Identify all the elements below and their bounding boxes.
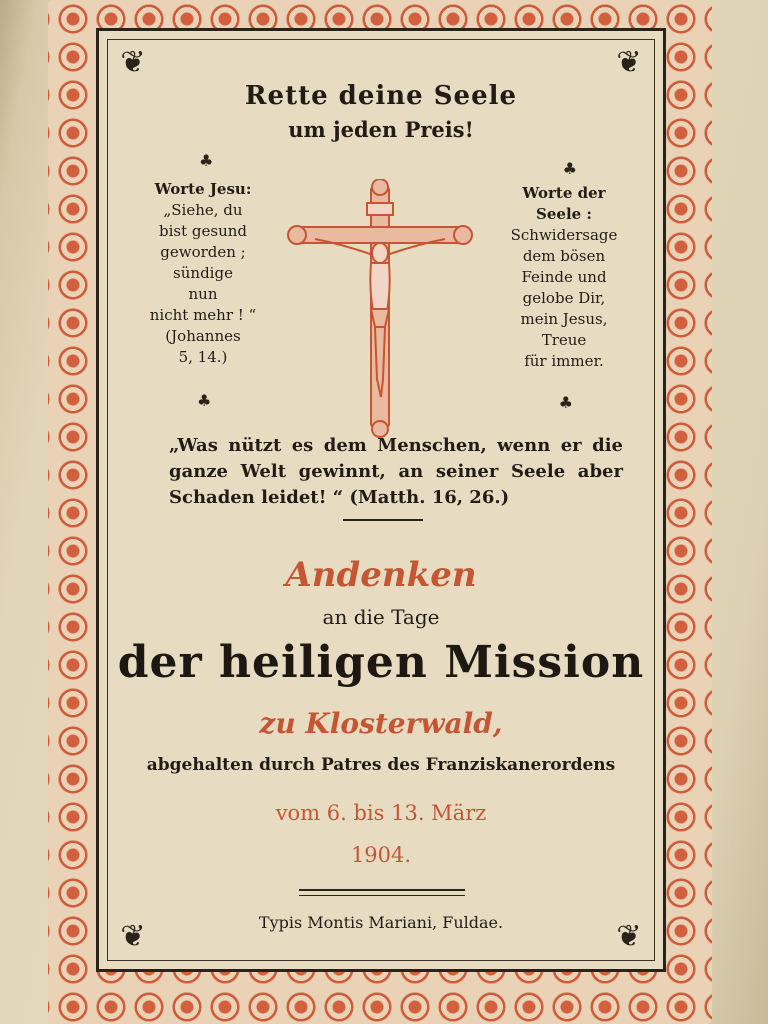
left-line: 5, 14.) bbox=[178, 348, 228, 366]
right-line: Feinde und bbox=[521, 268, 607, 286]
year-text: 1904. bbox=[350, 843, 412, 867]
andenken-heading: Andenken bbox=[285, 555, 477, 595]
held-by-text: abgehalten durch Patres des Franziskanerordens bbox=[146, 755, 616, 775]
words-of-jesus bbox=[133, 179, 273, 368]
corner-ornament-icon: ❦ bbox=[120, 919, 146, 954]
clover-leaf-icon: ♣ bbox=[197, 391, 212, 410]
right-heading: Seele : bbox=[536, 205, 592, 223]
mission-heading: der heiligen Mission bbox=[117, 637, 645, 688]
left-line: geworden ; bbox=[160, 243, 246, 261]
left-heading: Worte Jesu: bbox=[154, 180, 252, 198]
clover-leaf-icon: ♣ bbox=[558, 393, 573, 412]
right-line: Schwidersage bbox=[510, 226, 618, 244]
words-of-the-soul bbox=[499, 183, 629, 372]
right-line: dem bösen bbox=[522, 247, 606, 265]
card-frame bbox=[96, 28, 666, 972]
left-line: „Siehe, du bbox=[163, 201, 243, 219]
left-line: sündige bbox=[173, 264, 233, 282]
clover-leaf-icon: ♣ bbox=[199, 151, 214, 170]
location-text: zu Klosterwald, bbox=[259, 707, 503, 740]
right-line: für immer. bbox=[524, 352, 604, 370]
right-line: mein Jesus, bbox=[520, 310, 608, 328]
clover-leaf-icon: ♣ bbox=[562, 159, 577, 178]
right-line: Treue bbox=[541, 331, 587, 349]
divider bbox=[343, 519, 423, 521]
corner-ornament-icon: ❦ bbox=[120, 45, 146, 80]
title-line-1: Rette deine Seele bbox=[244, 81, 518, 111]
right-heading: Worte der bbox=[522, 184, 606, 202]
scripture-quote: „Was nützt es dem Menschen, wenn er die ganze Welt gewinnt, an seiner Seele aber Schaden leidet! “ (Matth. 16, 26.) bbox=[169, 435, 623, 508]
crucifix-icon bbox=[285, 179, 475, 439]
title-line-2: um jeden Preis! bbox=[288, 117, 474, 142]
left-line: bist gesund bbox=[159, 222, 247, 240]
an-die-tage-text: an die Tage bbox=[322, 605, 440, 629]
left-line: nicht mehr ! “ bbox=[149, 306, 257, 324]
divider bbox=[299, 889, 465, 891]
imprint-text: Typis Montis Mariani, Fuldae. bbox=[258, 913, 504, 932]
left-line: (Johannes bbox=[165, 327, 241, 345]
corner-ornament-icon: ❦ bbox=[616, 45, 642, 80]
corner-ornament-icon: ❦ bbox=[616, 919, 642, 954]
left-line: nun bbox=[188, 285, 218, 303]
right-line: gelobe Dir, bbox=[522, 289, 606, 307]
dates-text: vom 6. bis 13. März bbox=[275, 801, 487, 825]
divider bbox=[299, 895, 465, 896]
